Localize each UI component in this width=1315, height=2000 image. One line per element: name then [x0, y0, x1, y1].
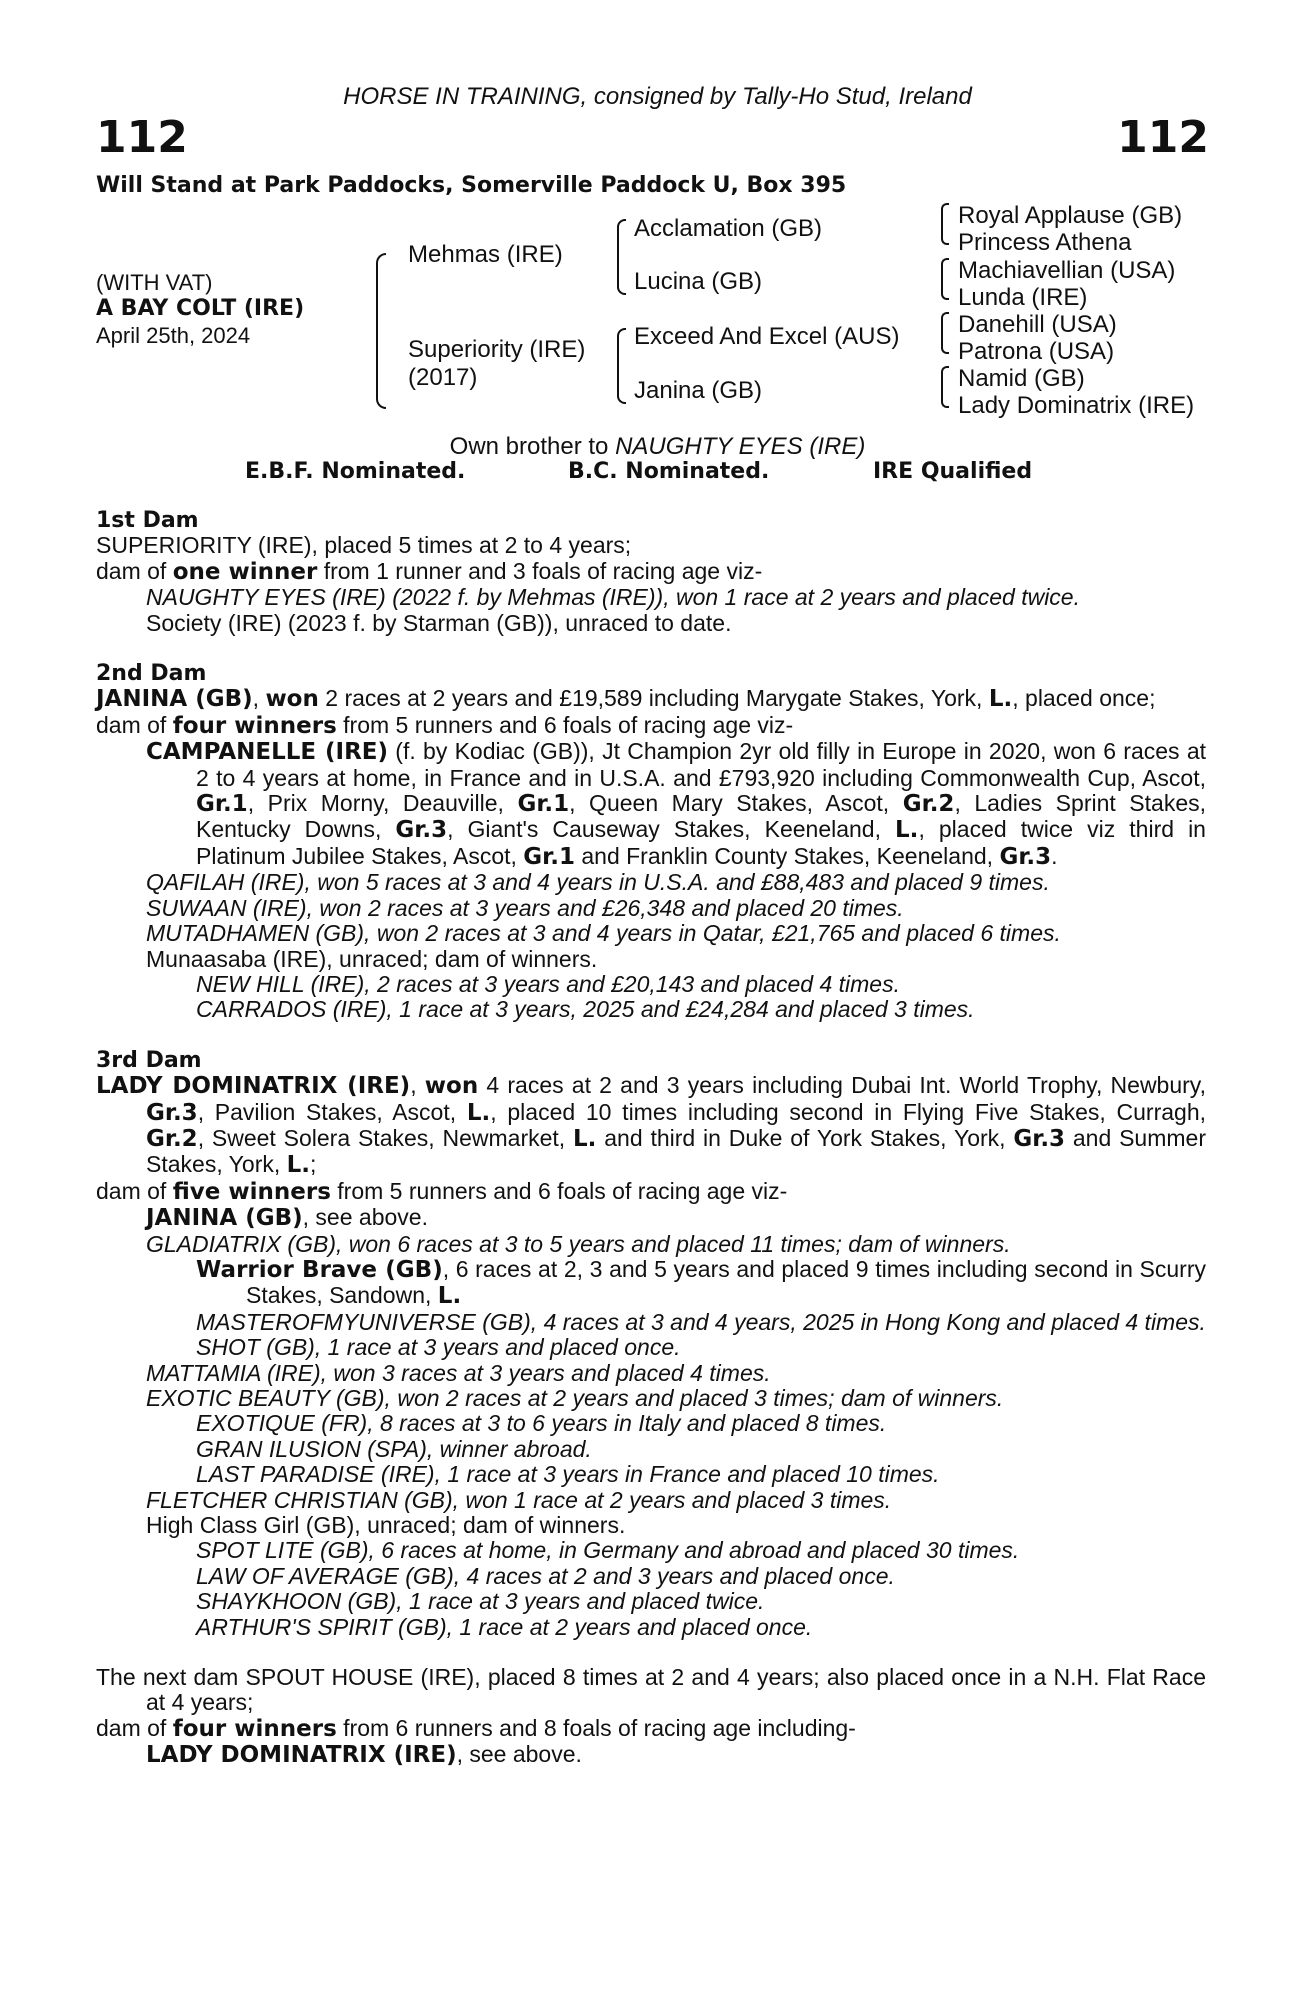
consignment-line: HORSE IN TRAINING, consigned by Tally-Ho Stud, Ireland	[343, 83, 972, 110]
brace-dam	[617, 328, 626, 404]
third-dam-record: LADY DOMINATRIX (IRE), won 4 races at 2 and 3 years including Dubai Int. World Trophy, Newbury, Gr.3, Pavilion Stakes, Ascot, L., placed 10 times including second in Flying Five Stakes, Curragh, Gr.2, Sweet Solera Stakes, Newmarket, L. and third in Duke of York Stakes, York, Gr.3 and Summer Stakes, York, L.;	[96, 1072, 1207, 1179]
brace-acclamation	[941, 203, 949, 245]
offspring-exotic-beauty: EXOTIC BEAUTY (GB), won 2 races at 2 years and placed 3 times; dam of winners.	[146, 1385, 1004, 1411]
brace-lucina	[941, 258, 949, 300]
second-dam-heading: 2nd Dam	[96, 661, 207, 687]
grand-offspring-spot-lite: SPOT LITE (GB), 6 races at home, in Germany and abroad and placed 30 times.	[196, 1537, 1020, 1564]
own-brother-name: NAUGHTY EYES (IRE)	[615, 433, 866, 460]
next-dam-record: The next dam SPOUT HOUSE (IRE), placed 8 times at 2 and 4 years; also placed once in a N.H. Flat Race at 4 years;	[96, 1664, 1206, 1716]
pedigree-sire-sire: Acclamation (GB)	[634, 215, 823, 242]
lot-number-right: 112	[1117, 112, 1209, 163]
next-dam-produce: dam of four winners from 6 runners and 8 foals of racing age including-	[96, 1714, 856, 1742]
pedigree-g3-2: Princess Athena	[958, 229, 1132, 256]
lot-number-left: 112	[96, 112, 188, 163]
third-dam-heading: 3rd Dam	[96, 1047, 202, 1073]
grand-offspring-exotique: EXOTIQUE (FR), 8 races at 3 to 6 years in Italy and placed 8 times.	[196, 1410, 887, 1437]
grand-offspring-law-of-average: LAW OF AVERAGE (GB), 4 races at 2 and 3 years and placed once.	[196, 1562, 895, 1589]
brace-exceed	[941, 312, 949, 354]
offspring-janina: JANINA (GB), see above.	[146, 1204, 428, 1232]
pedigree-g3-5: Danehill (USA)	[958, 311, 1117, 338]
offspring-society: Society (IRE) (2023 f. by Starman (GB)), unraced to date.	[146, 609, 732, 636]
offspring-lady-dominatrix: LADY DOMINATRIX (IRE), see above.	[146, 1741, 582, 1769]
vat-note: (WITH VAT)	[96, 270, 213, 295]
pedigree-dam-dam: Janina (GB)	[634, 377, 763, 404]
grand-offspring-shaykhoon: SHAYKHOON (GB), 1 race at 3 years and placed twice.	[196, 1588, 765, 1615]
second-dam-produce: dam of four winners from 5 runners and 6 foals of racing age viz-	[96, 711, 794, 739]
pedigree-dam-year: (2017)	[408, 364, 478, 391]
grand-offspring-last-paradise: LAST PARADISE (IRE), 1 race at 3 years in France and placed 10 times.	[196, 1461, 940, 1488]
catalogue-body	[96, 508, 1206, 1769]
grand-offspring-shot: SHOT (GB), 1 race at 3 years and placed once.	[196, 1334, 681, 1361]
bc-nominated: B.C. Nominated.	[568, 459, 770, 484]
grand-offspring-arthurs-spirit: ARTHUR'S SPIRIT (GB), 1 race at 2 years and placed once.	[196, 1613, 813, 1640]
third-dam-produce: dam of five winners from 5 runners and 6 foals of racing age viz-	[96, 1177, 788, 1205]
pedigree-g3-6: Patrona (USA)	[958, 338, 1115, 365]
offspring-campanelle: CAMPANELLE (IRE) (f. by Kodiac (GB)), Jt Champion 2yr old filly in Europe in 2020, won 6 races at 2 to 4 years at home, in France and in U.S.A. and £793,920 including Commonwealth Cup, Ascot, Gr.1, Prix Morny, Deauville, Gr.1, Queen Mary Stakes, Ascot, Gr.2, Ladies Sprint Stakes, Kentucky Downs, Gr.3, Giant's Causeway Stakes, Keeneland, L., placed twice viz third in Platinum Jubilee Stakes, Ascot, Gr.1 and Franklin County Stakes, Keeneland, Gr.3.	[146, 738, 1207, 870]
pedigree-sire-dam: Lucina (GB)	[634, 268, 763, 295]
pedigree-g3-8: Lady Dominatrix (IRE)	[958, 392, 1195, 419]
brace-parents	[376, 253, 386, 409]
own-brother-prefix: Own brother to	[449, 433, 616, 460]
second-dam-record: JANINA (GB), won 2 races at 2 years and £19,589 including Marygate Stakes, York, L., placed once;	[96, 685, 1156, 713]
offspring-naughty-eyes: NAUGHTY EYES (IRE) (2022 f. by Mehmas (IRE)), won 1 race at 2 years and placed twice.	[146, 584, 1080, 611]
pedigree-dam: Superiority (IRE)	[408, 336, 586, 363]
pedigree-dam-sire: Exceed And Excel (AUS)	[634, 323, 900, 350]
offspring-qafilah: QAFILAH (IRE), won 5 races at 3 and 4 years in U.S.A. and £88,483 and placed 9 times.	[146, 869, 1050, 896]
grand-offspring-carrados: CARRADOS (IRE), 1 race at 3 years, 2025 and £24,284 and placed 3 times.	[196, 996, 975, 1023]
stall-location: Will Stand at Park Paddocks, Somerville Paddock U, Box 395	[96, 173, 847, 198]
offspring-suwaan: SUWAAN (IRE), won 2 races at 3 years and £26,348 and placed 20 times.	[146, 894, 904, 921]
pedigree-sire: Mehmas (IRE)	[408, 241, 563, 268]
grand-offspring-gran-ilusion: GRAN ILUSION (SPA), winner abroad.	[196, 1435, 592, 1462]
offspring-munaasaba: Munaasaba (IRE), unraced; dam of winners.	[146, 945, 598, 972]
pedigree-g3-4: Lunda (IRE)	[958, 284, 1088, 311]
offspring-high-class-girl: High Class Girl (GB), unraced; dam of winners.	[146, 1512, 626, 1539]
ebf-nominated: E.B.F. Nominated.	[245, 459, 466, 484]
pedigree-g3-1: Royal Applause (GB)	[958, 202, 1183, 229]
grand-offspring-masterofmyuniverse: MASTEROFMYUNIVERSE (GB), 4 races at 3 and 4 years, 2025 in Hong Kong and placed 4 times.	[196, 1308, 1206, 1335]
own-brother-note	[0, 433, 1315, 461]
pedigree-g3-3: Machiavellian (USA)	[958, 257, 1176, 284]
offspring-gladiatrix: GLADIATRIX (GB), won 6 races at 3 to 5 years and placed 11 times; dam of winners.	[146, 1230, 1011, 1257]
first-dam-line: SUPERIORITY (IRE), placed 5 times at 2 to 4 years;	[96, 532, 632, 559]
foaling-date: April 25th, 2024	[96, 323, 251, 348]
winners-count: one winner	[172, 558, 318, 585]
offspring-mutadhamen: MUTADHAMEN (GB), won 2 races at 3 and 4 years in Qatar, £21,765 and placed 6 times.	[146, 920, 1061, 947]
brace-sire	[617, 219, 626, 295]
grand-offspring-warrior-brave: Warrior Brave (GB), 6 races at 2, 3 and 5 years and placed 9 times including second in Scurry Stakes, Sandown, L.	[196, 1255, 1206, 1310]
grand-offspring-new-hill: NEW HILL (IRE), 2 races at 3 years and £20,143 and placed 4 times.	[196, 970, 900, 997]
first-dam-heading: 1st Dam	[96, 508, 199, 533]
first-dam-produce: dam of one winner from 1 runner and 3 foals of racing age viz-	[96, 557, 763, 585]
horse-description: A BAY COLT (IRE)	[96, 296, 305, 321]
offspring-fletcher-christian: FLETCHER CHRISTIAN (GB), won 1 race at 2 years and placed 3 times.	[146, 1486, 892, 1513]
ire-qualified: IRE Qualified	[873, 459, 1033, 484]
pedigree-g3-7: Namid (GB)	[958, 365, 1085, 392]
brace-janina	[941, 366, 949, 408]
offspring-mattamia: MATTAMIA (IRE), won 3 races at 3 years and placed 4 times.	[146, 1359, 771, 1386]
